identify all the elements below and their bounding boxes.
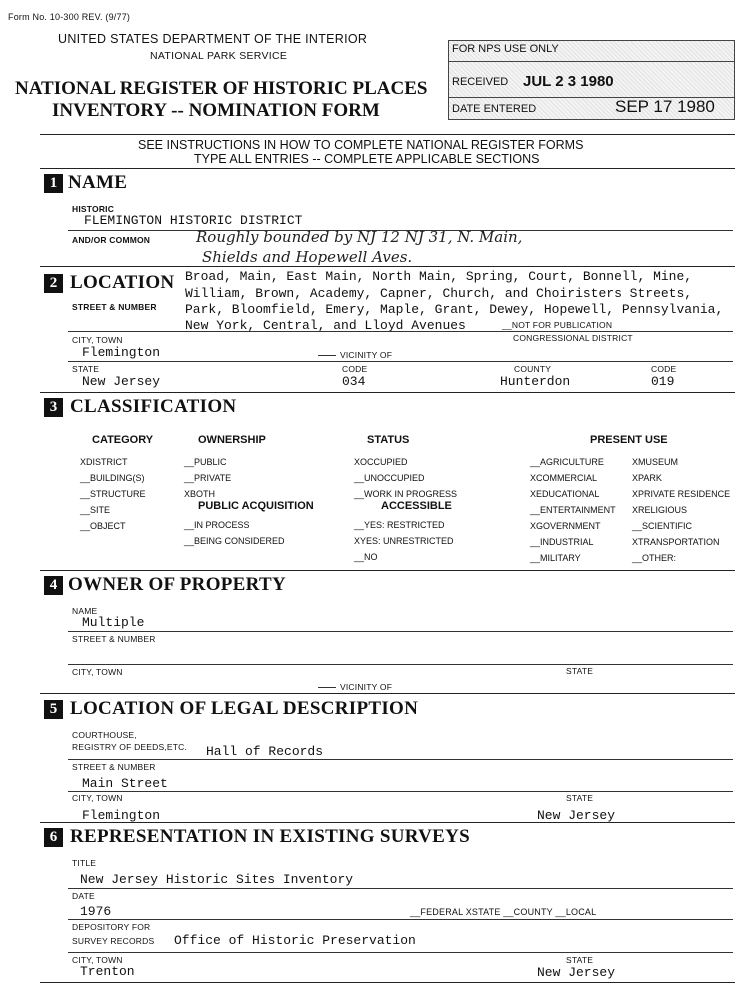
section-4-title: OWNER OF PROPERTY — [68, 574, 287, 595]
survey-date-value: 1976 — [80, 904, 112, 919]
status-item: XOCCUPIED — [354, 457, 408, 467]
county-code: 019 — [651, 374, 675, 389]
location-line-3: Park, Bloomfield, Emery, Maple, Grant, Dewey, Hopewell, Pennsylvania, — [185, 302, 724, 317]
acquisition-item: __BEING CONSIDERED — [184, 536, 285, 546]
entered-label: DATE ENTERED — [452, 103, 537, 115]
form-title-2: INVENTORY -- NOMINATION FORM — [52, 100, 380, 121]
acquisition-list — [184, 517, 285, 549]
use-item: __ENTERTAINMENT — [530, 505, 616, 515]
ownership-item: __PRIVATE — [184, 473, 232, 483]
status-list — [354, 454, 457, 502]
depository-label-1: DEPOSITORY FOR — [72, 922, 151, 932]
section-2-number: 2 — [44, 274, 63, 293]
status-heading: STATUS — [367, 434, 410, 446]
historic-label: HISTORIC — [72, 204, 115, 214]
instructions-1: SEE INSTRUCTIONS IN HOW TO COMPLETE NATIONAL REGISTER FORMS — [138, 138, 584, 152]
present-use-list-1 — [530, 454, 616, 566]
acquisition-item: __IN PROCESS — [184, 520, 250, 530]
category-heading: CATEGORY — [92, 434, 154, 446]
ownership-item: __PUBLIC — [184, 457, 227, 467]
status-item: __WORK IN PROGRESS — [354, 489, 458, 499]
county-value: Hunterdon — [500, 374, 571, 389]
present-use-heading: PRESENT USE — [590, 434, 668, 446]
form-title-1: NATIONAL REGISTER OF HISTORIC PLACES — [15, 78, 428, 99]
use-item: XPRIVATE RESIDENCE — [632, 489, 731, 499]
category-item: __SITE — [80, 505, 111, 515]
use-item: __INDUSTRIAL — [530, 537, 594, 547]
category-item: __BUILDING(S) — [80, 473, 145, 483]
entered-date: SEP 17 1980 — [615, 97, 715, 116]
vicinity-label — [318, 350, 392, 360]
city-label: CITY, TOWN — [72, 335, 123, 345]
code-label: CODE — [342, 364, 368, 374]
section-5-number: 5 — [44, 700, 63, 719]
section-5-title: LOCATION OF LEGAL DESCRIPTION — [70, 698, 419, 719]
accessible-list — [354, 517, 454, 565]
owner-vicinity-text: VICINITY OF — [340, 682, 393, 692]
nps-use-label: FOR NPS USE ONLY — [452, 43, 559, 55]
ownership-heading: OWNERSHIP — [198, 434, 266, 446]
form-number: Form No. 10-300 REV. (9/77) — [8, 12, 131, 22]
accessible-heading: ACCESSIBLE — [381, 500, 452, 512]
courthouse-label: COURTHOUSE, — [72, 730, 137, 740]
location-line-2: William, Brown, Academy, Capner, Church, and Choiristers Streets, — [185, 286, 693, 301]
use-item: __MILITARY — [530, 553, 581, 563]
use-item: XCOMMERCIAL — [530, 473, 598, 483]
survey-state-label: STATE — [566, 955, 594, 965]
instructions-2: TYPE ALL ENTRIES -- COMPLETE APPLICABLE SECTIONS — [194, 152, 540, 166]
registry-label: REGISTRY OF DEEDS,ETC. — [72, 742, 188, 752]
legal-state-value: New Jersey — [537, 808, 616, 823]
legal-city-value: Flemington — [82, 808, 161, 823]
survey-date-label: DATE — [72, 891, 95, 901]
category-list — [80, 454, 146, 534]
survey-title-label: TITLE — [72, 858, 97, 868]
received-date: JUL 2 3 1980 — [523, 73, 614, 90]
present-use-list-2 — [632, 454, 730, 566]
courthouse-value: Hall of Records — [206, 744, 324, 759]
city-value: Flemington — [82, 345, 161, 360]
use-item: __SCIENTIFIC — [632, 521, 693, 531]
accessible-item: XYES: UNRESTRICTED — [354, 536, 454, 546]
section-3-title: CLASSIFICATION — [70, 396, 237, 417]
category-item: __STRUCTURE — [80, 489, 146, 499]
legal-state-label: STATE — [566, 793, 594, 803]
state-value: New Jersey — [82, 374, 161, 389]
section-4-number: 4 — [44, 576, 63, 595]
status-item: __UNOCCUPIED — [354, 473, 425, 483]
use-item: XRELIGIOUS — [632, 505, 688, 515]
legal-city-label: CITY, TOWN — [72, 793, 123, 803]
owner-vicinity-label — [318, 682, 392, 692]
use-item: XTRANSPORTATION — [632, 537, 720, 547]
location-line-4: New York, Central, and Lloyd Avenues — [185, 318, 466, 333]
public-acquisition-heading: PUBLIC ACQUISITION — [198, 500, 314, 512]
category-item: __OBJECT — [80, 521, 126, 531]
nps-use-box — [448, 40, 735, 120]
owner-name-label: NAME — [72, 606, 98, 616]
service: NATIONAL PARK SERVICE — [150, 50, 288, 62]
section-2-title: LOCATION — [70, 272, 175, 293]
use-item: __OTHER: — [632, 553, 677, 563]
survey-city-label: CITY, TOWN — [72, 955, 123, 965]
section-6-title: REPRESENTATION IN EXISTING SURVEYS — [70, 826, 471, 847]
use-item: __AGRICULTURE — [530, 457, 604, 467]
congressional-district-label: CONGRESSIONAL DISTRICT — [513, 333, 633, 343]
section-6-number: 6 — [44, 828, 63, 847]
legal-street-label: STREET & NUMBER — [72, 762, 156, 772]
use-item: XGOVERNMENT — [530, 521, 601, 531]
owner-street-label: STREET & NUMBER — [72, 634, 156, 644]
accessible-item: __NO — [354, 552, 378, 562]
section-1-number: 1 — [44, 174, 63, 193]
use-item: XPARK — [632, 473, 662, 483]
ownership-list — [184, 454, 231, 502]
survey-city-value: Trenton — [80, 964, 135, 979]
section-1-title: NAME — [68, 172, 128, 193]
street-number-label: STREET & NUMBER — [72, 302, 157, 312]
common-name-line-1: Roughly bounded by NJ 12 NJ 31, N. Main, — [196, 228, 523, 246]
historic-name: FLEMINGTON HISTORIC DISTRICT — [84, 213, 303, 228]
use-item: XEDUCATIONAL — [530, 489, 600, 499]
not-for-publication: __NOT FOR PUBLICATION — [502, 320, 613, 330]
owner-name: Multiple — [82, 615, 145, 630]
common-label: AND/OR COMMON — [72, 235, 151, 245]
code2-label: CODE — [651, 364, 677, 374]
accessible-item: __YES: RESTRICTED — [354, 520, 445, 530]
location-line-1: Broad, Main, East Main, North Main, Spring, Court, Bonnell, Mine, — [185, 269, 693, 284]
received-label: RECEIVED — [452, 76, 509, 88]
legal-street-value: Main Street — [82, 776, 168, 791]
section-3-number: 3 — [44, 398, 63, 417]
department: UNITED STATES DEPARTMENT OF THE INTERIOR — [58, 32, 368, 46]
survey-title-value: New Jersey Historic Sites Inventory — [80, 872, 354, 887]
use-item: XMUSEUM — [632, 457, 679, 467]
depository-label-2: SURVEY RECORDS — [72, 936, 155, 946]
owner-state-label: STATE — [566, 666, 594, 676]
category-item: XDISTRICT — [80, 457, 128, 467]
owner-city-label: CITY, TOWN — [72, 667, 123, 677]
depository-value: Office of Historic Preservation — [174, 933, 416, 948]
county-label: COUNTY — [514, 364, 552, 374]
state-label: STATE — [72, 364, 100, 374]
survey-levels: __FEDERAL XSTATE __COUNTY __LOCAL — [410, 907, 597, 917]
state-code: 034 — [342, 374, 366, 389]
common-name-line-2: Shields and Hopewell Aves. — [202, 248, 413, 266]
vicinity-text: VICINITY OF — [340, 350, 393, 360]
survey-state-value: New Jersey — [537, 965, 616, 980]
ownership-item: XBOTH — [184, 489, 216, 499]
